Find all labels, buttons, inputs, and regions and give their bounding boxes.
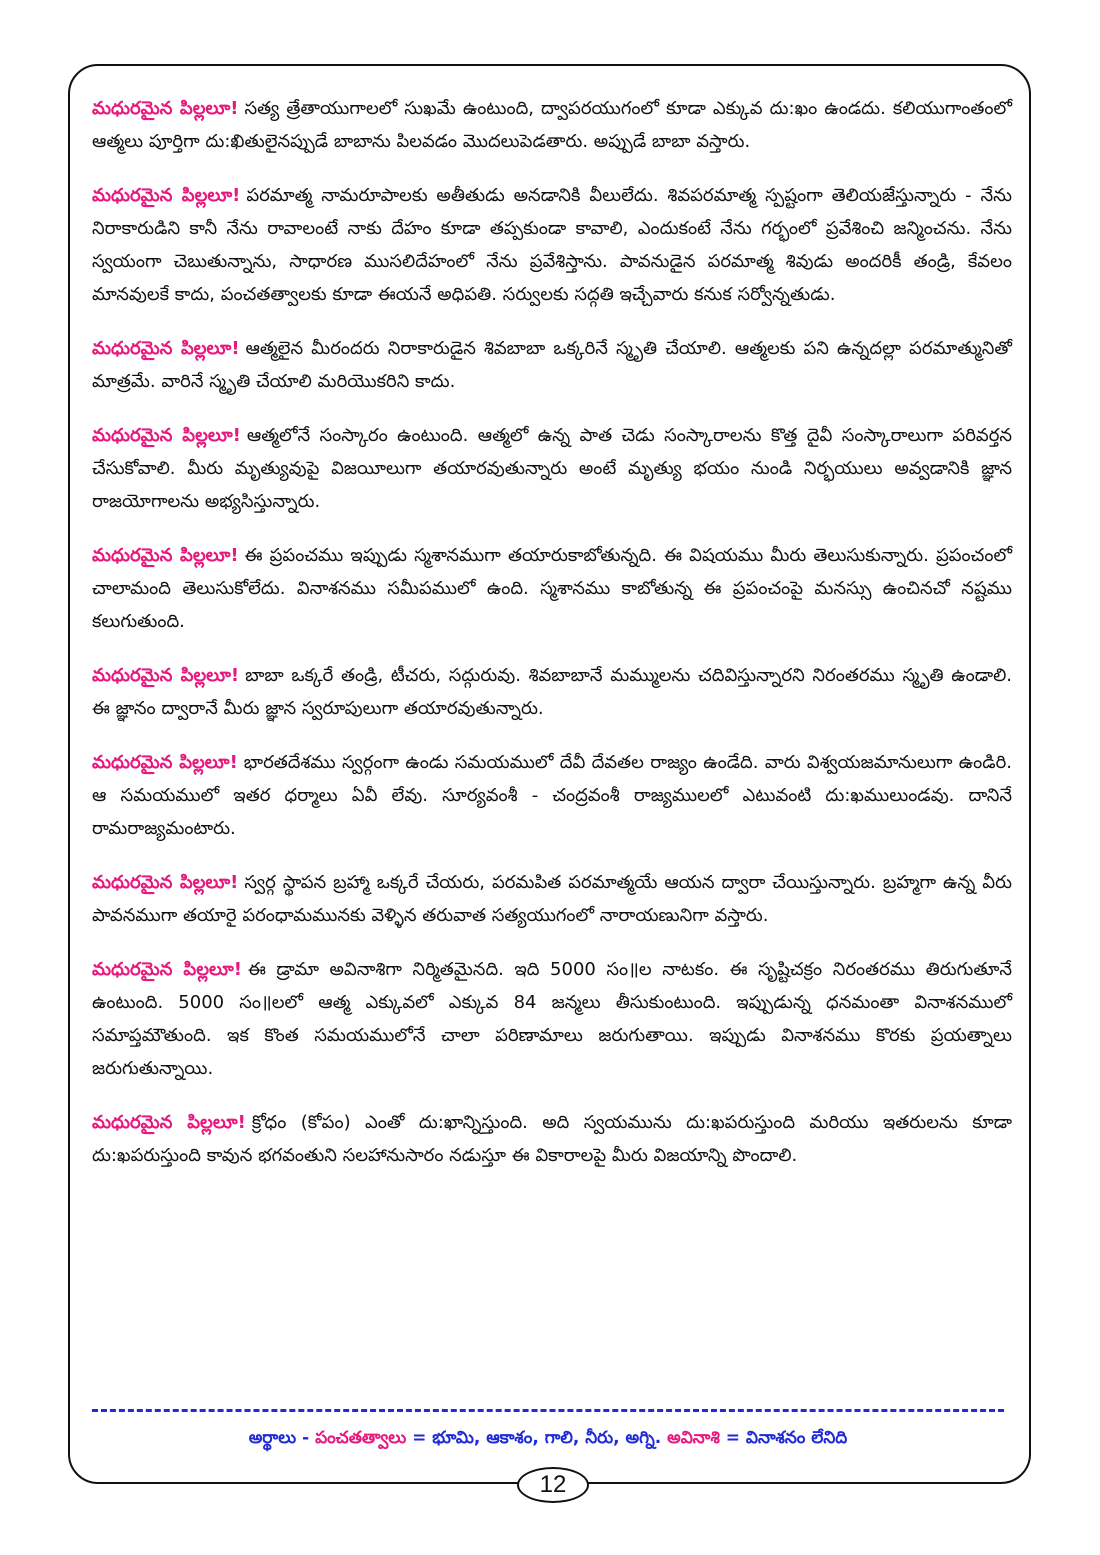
paragraph-text: క్రోధం (కోపం) ఎంతో దు:ఖాన్నిస్తుంది. అది స్వయమును దు:ఖపరుస్తుంది మరియు ఇతరులను కూడా దు:ఖపరుస్తుంది కావున భగవంతుని సలహానుసారం నడుస్తూ ఈ వికారాలపై మీరు విజయాన్ని పొందాలి.	[92, 1112, 1012, 1166]
footnote-definition: = వినాశనం లేనిది	[725, 1428, 848, 1448]
paragraph-text: ఆత్మలైన మీరందరు నిరాకారుడైన శివబాబా ఒక్కరినే స్మృతి చేయాలి. ఆత్మలకు పని ఉన్నదల్లా పరమాత్మునితో మాత్రమే. వారినే స్మృతి చేయాలి మరియొకరిని కాదు.	[92, 338, 1012, 392]
paragraph-heading: మధురమైన పిల్లలూ!	[92, 185, 241, 206]
paragraph-text: ఈ డ్రామా అవినాశిగా నిర్మితమైనది. ఇది 5000 సం॥ల నాటకం. ఈ సృష్టిచక్రం నిరంతరము తిరుగుతూనే ఉంటుంది. 5000 సం॥లలో ఆత్మ ఎక్కువలో ఎక్కువ 84 జన్మలు తీసుకుంటుంది. ఇప్పుడున్న ధనమంతా వినాశనములో సమాప్తమౌతుంది. ఇక కొంత సమయములోనే చాలా పరిణామాలు జరుగుతాయి. ఇప్పుడు వినాశనము కొరకు ప్రయత్నాలు జరుగుతున్నాయి.	[92, 959, 1012, 1079]
paragraph-heading: మధురమైన పిల్లలూ!	[92, 752, 238, 773]
dashed-divider	[92, 1409, 1004, 1412]
paragraph	[92, 866, 1012, 932]
paragraph	[92, 92, 1012, 158]
paragraph-heading: మధురమైన పిల్లలూ!	[92, 338, 240, 359]
paragraph-heading: మధురమైన పిల్లలూ!	[92, 959, 242, 980]
paragraph-heading: మధురమైన పిల్లలూ!	[92, 1112, 246, 1133]
paragraph-text: భారతదేశము స్వర్గంగా ఉండు సమయములో దేవీ దేవతల రాజ్యం ఉండేది. వారు విశ్వయజమానులుగా ఉండిరి. ఆ సమయములో ఇతర ధర్మాలు ఏవీ లేవు. సూర్యవంశీ - చంద్రవంశీ రాజ్యములలో ఎటువంటి దు:ఖములుండవు. దానినే రామరాజ్యమంటారు.	[92, 752, 1012, 839]
paragraph	[92, 659, 1012, 725]
paragraph-text: ఆత్మలోనే సంస్కారం ఉంటుంది. ఆత్మలో ఉన్న పాత చెడు సంస్కారాలను కొత్త దైవీ సంస్కారాలుగా పరివర్తన చేసుకోవాలి. మీరు మృత్యువుపై విజయీలుగా తయారవుతున్నారు అంటే మృత్యు భయం నుండి నిర్భయులు అవ్వడానికి జ్ఞాన రాజయోగాలను అభ్యసిస్తున్నారు.	[92, 425, 1013, 512]
paragraph-heading: మధురమైన పిల్లలూ!	[92, 98, 239, 119]
footnote-label: అర్థాలు -	[248, 1428, 310, 1448]
paragraph	[92, 1106, 1012, 1172]
page-content	[92, 92, 1012, 1193]
footnote-glossary	[92, 1424, 1004, 1452]
paragraph-text: ఈ ప్రపంచము ఇప్పుడు స్మశానముగా తయారుకాబోతున్నది. ఈ విషయము మీరు తెలుసుకున్నారు. ప్రపంచంలో చాలామంది తెలుసుకోలేదు. వినాశనము సమీపములో ఉంది. స్మశానము కాబోతున్న ఈ ప్రపంచంపై మనస్సు ఉంచినచో నష్టము కలుగుతుంది.	[92, 545, 1013, 632]
paragraph-heading: మధురమైన పిల్లలూ!	[92, 665, 240, 686]
paragraph	[92, 332, 1012, 398]
paragraph-text: బాబా ఒక్కరే తండ్రి, టీచరు, సద్గురువు. శివబాబానే మమ్ములను చదివిస్తున్నారని నిరంతరము స్మృతి ఉండాలి. ఈ జ్ఞానం ద్వారానే మీరు జ్ఞాన స్వరూపులుగా తయారవుతున్నారు.	[92, 665, 1013, 719]
page-number: 12	[517, 1467, 589, 1503]
paragraph-heading: మధురమైన పిల్లలూ!	[92, 872, 239, 893]
paragraph-heading: మధురమైన పిల్లలూ!	[92, 425, 241, 446]
paragraph-text: సత్య త్రేతాయుగాలలో సుఖమే ఉంటుంది, ద్వాపరయుగంలో కూడా ఎక్కువ దు:ఖం ఉండదు. కలియుగాంతంలో ఆత్మలు పూర్తిగా దు:ఖితులైనప్పుడే బాబాను పిలవడం మొదలుపెడతారు. అప్పుడే బాబా వస్తారు.	[92, 98, 1012, 152]
footnote-definition: = భూమి, ఆకాశం, గాలి, నీరు, అగ్ని.	[412, 1428, 662, 1448]
paragraph	[92, 953, 1012, 1085]
paragraph	[92, 539, 1012, 638]
paragraph	[92, 746, 1012, 845]
paragraph-heading: మధురమైన పిల్లలూ!	[92, 545, 239, 566]
paragraph	[92, 179, 1012, 311]
paragraph-text: పరమాత్మ నామరూపాలకు అతీతుడు అనడానికి వీలులేదు. శివపరమాత్మ స్పష్టంగా తెలియజేస్తున్నారు - నేను నిరాకారుడిని కానీ నేను రావాలంటే నాకు దేహం కూడా తప్పకుండా కావాలి, ఎందుకంటే నేను గర్భంలో ప్రవేశించి జన్మించను. నేను స్వయంగా చెబుతున్నాను, సాధారణ ముసలిదేహంలో నేను ప్రవేశిస్తాను. పావనుడైన పరమాత్మ శివుడు అందరికీ తండ్రి, కేవలం మానవులకే కాదు, పంచతత్వాలకు కూడా ఈయనే అధిపతి. సర్వులకు సద్గతి ఇచ్చేవారు కనుక సర్వోన్నతుడు.	[92, 185, 1012, 305]
paragraph	[92, 419, 1012, 518]
footnote-term: అవినాశి	[667, 1428, 720, 1448]
paragraph-text: స్వర్గ స్థాపన బ్రహ్మా ఒక్కరే చేయరు, పరమపిత పరమాత్మయే ఆయన ద్వారా చేయిస్తున్నారు. బ్రహ్మగా ఉన్న వీరు పావనముగా తయారై పరంధామమునకు వెళ్ళిన తరువాత సత్యయుగంలో నారాయణునిగా వస్తారు.	[92, 872, 1013, 926]
footnote-term: పంచతత్వాలు	[315, 1428, 407, 1448]
